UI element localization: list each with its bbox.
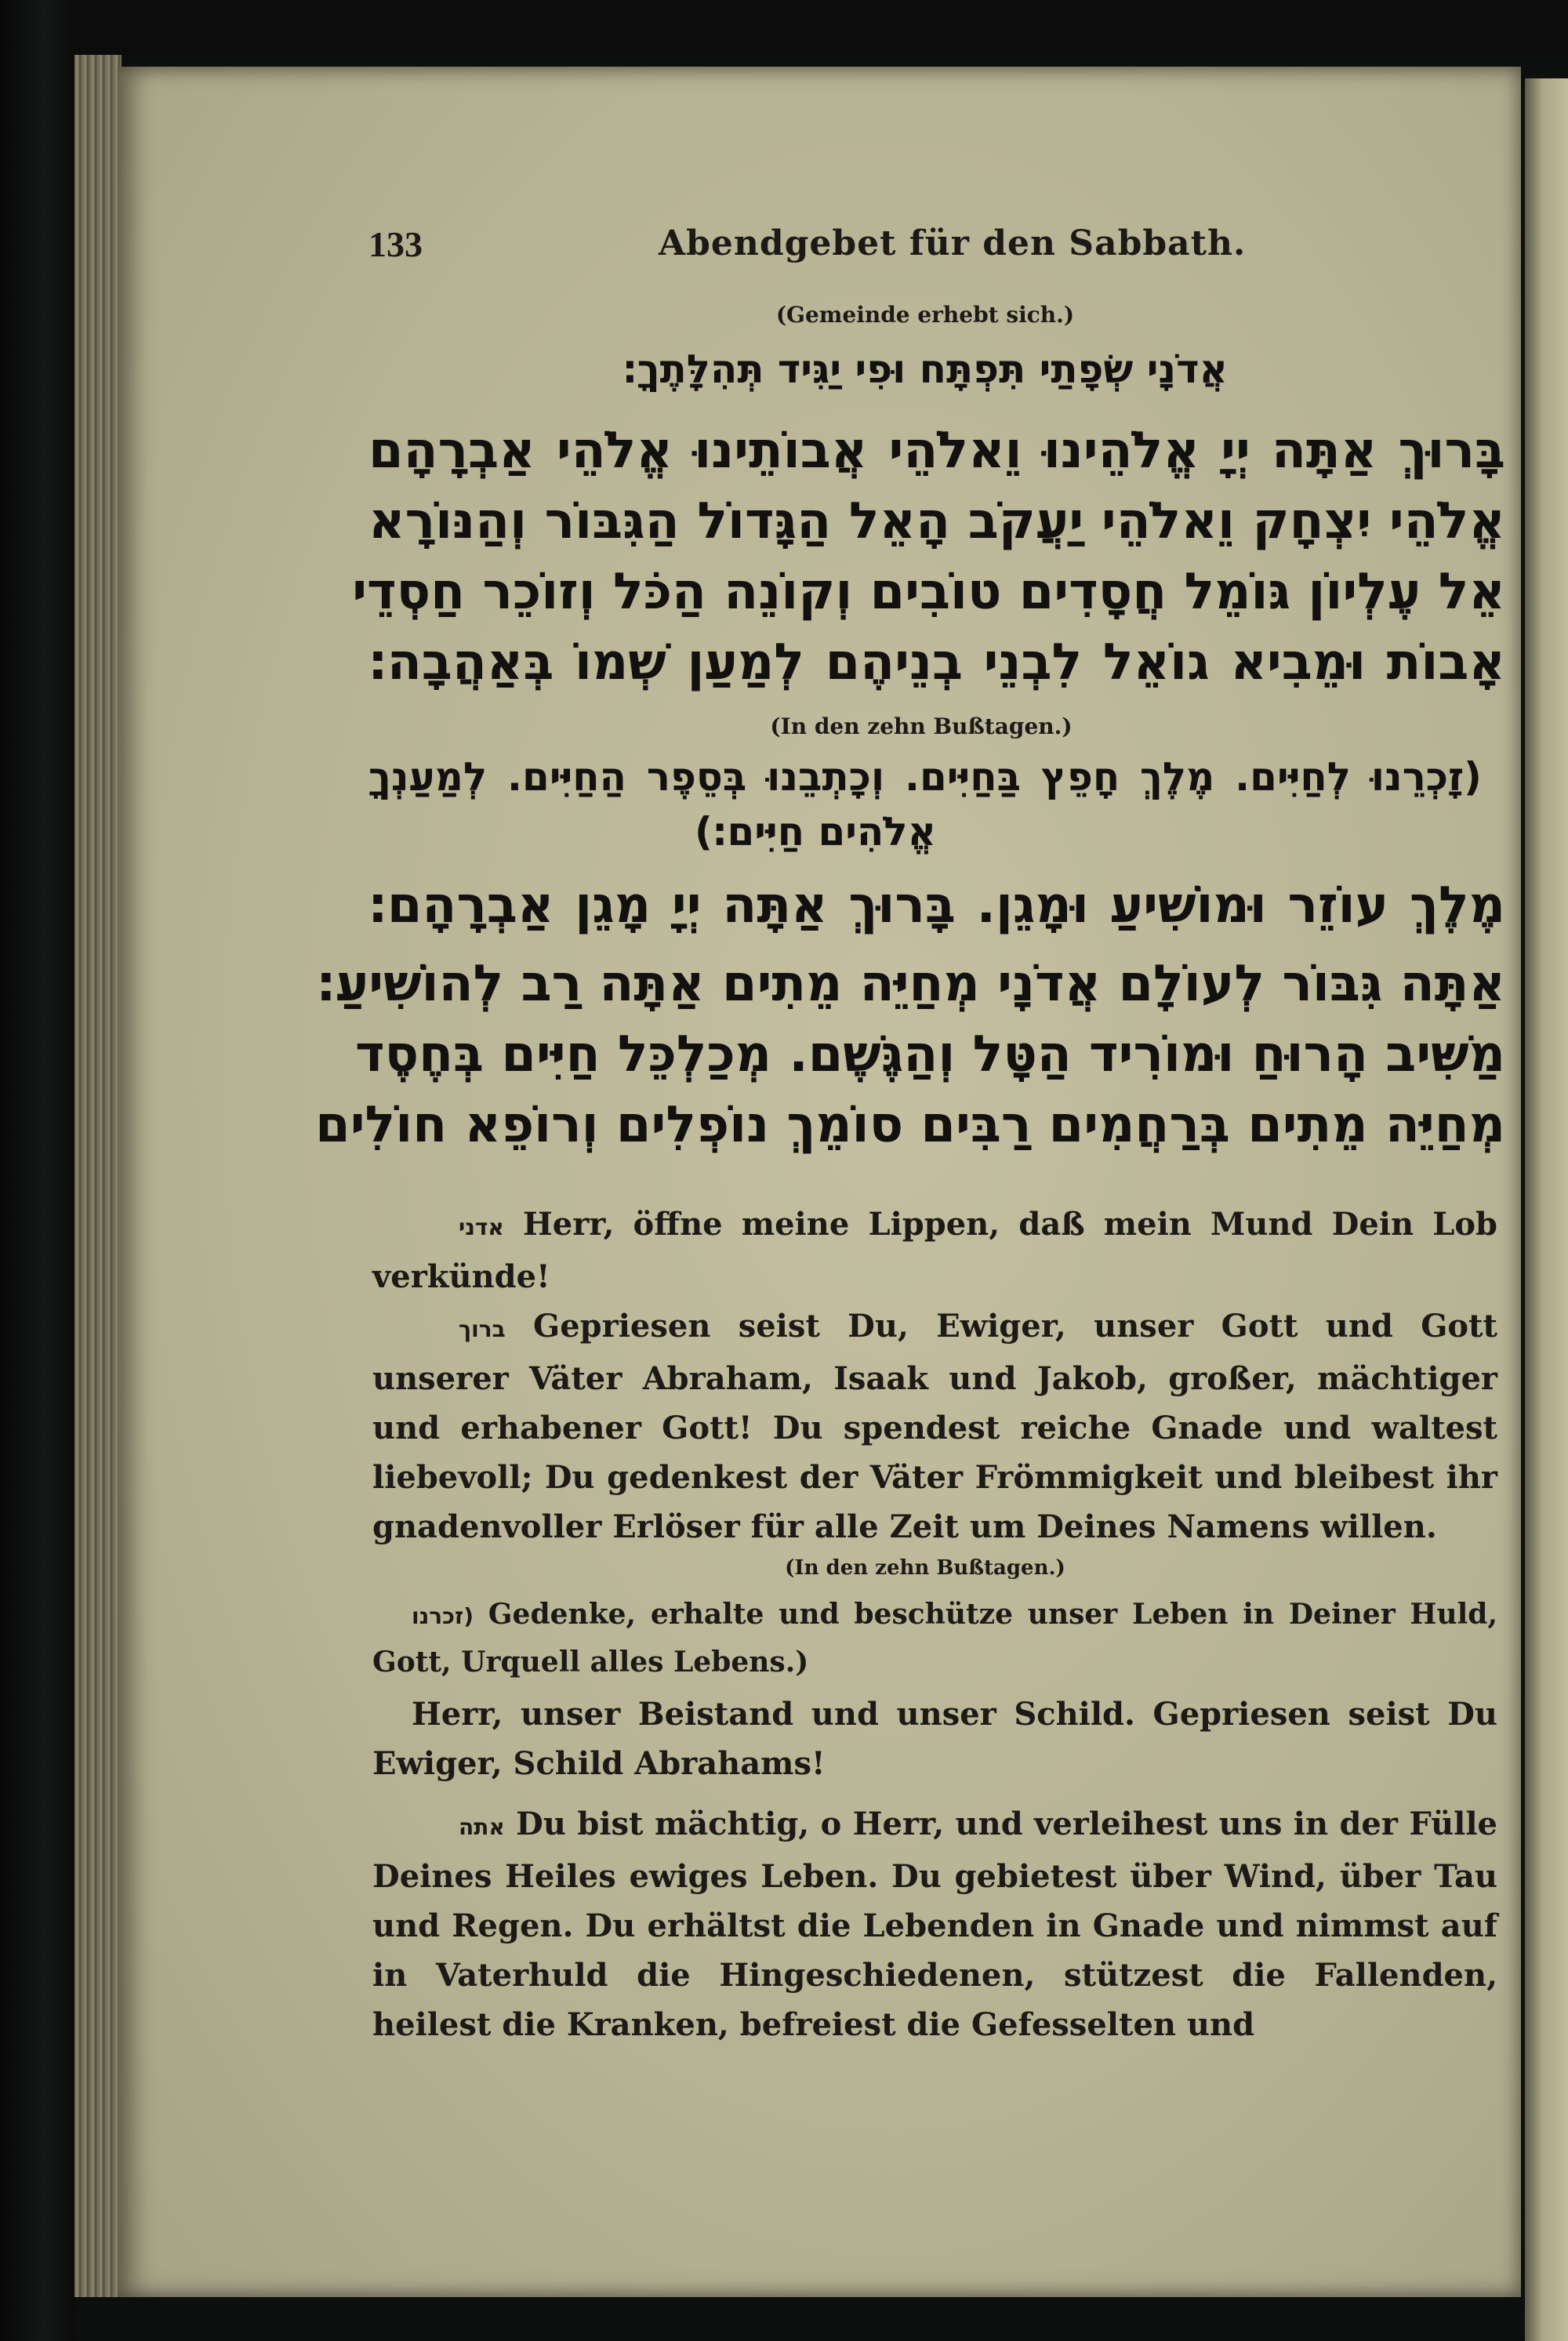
hebrew-line: אַתָּה גִּבּוֹר לְעוֹלָם אֲדֹנָי מְחַיֵּה מֵתִים אַתָּה רַב לְהוֹשִׁיעַ׃ — [316, 955, 1505, 1013]
running-title: Abendgebet für den Sabbath. — [659, 223, 1247, 263]
german-paragraph-magen: Herr, unser Beistand und unser Schild. Gepriesen seist Du Ewiger, Schild Abrahams! — [372, 1696, 1497, 1782]
german-paragraph-baruch — [372, 1301, 1497, 1552]
hebrew-cue-word: אדני — [459, 1214, 504, 1240]
hebrew-line: אֱלֹהֵי יִצְחָק וֵאלֹהֵי יַעֲקֹב הָאֵל הַגָּדוֹל הַגִּבּוֹר וְהַנּוֹרָא — [368, 492, 1505, 550]
hebrew-line: אֵל עֶלְיוֹן גּוֹמֵל חֲסָדִים טוֹבִים וְקוֹנֵה הַכֹּל וְזוֹכֵר חַסְדֵי — [352, 563, 1505, 621]
book-cover-top — [0, 0, 1568, 55]
hebrew-magen-line: מֶלֶךְ עוֹזֵר וּמוֹשִׁיעַ וּמָגֵן. בָּרוּךְ אַתָּה יְיָ מָגֵן אַבְרָהָם׃ — [368, 877, 1505, 935]
congregation-note: (Gemeinde erhebt sich.) — [775, 302, 1075, 328]
book-page — [118, 67, 1521, 2297]
adjacent-page — [1525, 78, 1568, 2341]
german-paragraph-ata — [372, 1799, 1497, 2049]
german-paragraph-zochrenu — [372, 1592, 1497, 1685]
german-paragraph-adonai — [372, 1200, 1497, 1301]
hebrew-line: אֱלֹהִים חַיִּים׃) — [694, 809, 936, 855]
german-text: Herr, öffne meine Lippen, daß mein Mund Dein Lob verkünde! — [372, 1206, 1497, 1295]
hebrew-line: מַשִּׁיב הָרוּחַ וּמוֹרִיד הַטָּל וְהַגֶּשֶׁם. מְכַלְכֵּל חַיִּים בְּחֶסֶד — [354, 1025, 1505, 1083]
hebrew-line: מְחַיֵּה מֵתִים בְּרַחֲמִים רַבִּים סוֹמֵךְ נוֹפְלִים וְרוֹפֵא חוֹלִים — [315, 1096, 1505, 1154]
hebrew-cue-word: אתה — [459, 1814, 505, 1840]
penitential-note: (In den zehn Bußtagen.) — [770, 713, 1073, 739]
hebrew-line: (זָכְרֵנוּ לְחַיִּים. מֶלֶךְ חָפֵץ בַּחַיִּים. וְכָתְבֵנוּ בְּסֵפֶר הַחַיִּים. לְמַעַנְךָ — [368, 754, 1482, 800]
page-edges — [74, 55, 122, 2297]
hebrew-cue-word: (זכרנו — [412, 1603, 474, 1629]
german-text: Gepriesen seist Du, Ewiger, unser Gott und Gott unserer Väter Abraham, Isaak und Jakob, großer, mächtiger und erhabener Gott! Du spendest reiche Gnade und waltest liebevoll; Du gedenkest der Väter Frömmigkeit und bleibest ihr gnadenvoller Erlöser für alle Zeit um Deines Namens willen. — [372, 1308, 1498, 1545]
book-cover-left — [0, 0, 74, 2341]
hebrew-opening-verse: אֲדֹנָי שְׂפָתַי תִּפְתָּח וּפִי יַגִּיד תְּהִלָּתֶךָ׃ — [622, 347, 1228, 392]
german-text: Du bist mächtig, o Herr, und verleihest uns in der Fülle Deines Heiles ewiges Leben. Du gebietest über Wind, über Tau und Regen. Du erhältst die Lebenden in Gnade und nimmst auf in Vaterhuld die Hingeschiedenen, stützest die Fallenden, heilest die Kranken, befreiest die Gefesselten und — [372, 1806, 1497, 2043]
hebrew-cue-word: ברוך — [459, 1316, 506, 1342]
german-penitential-note: (In den zehn Bußtagen.) — [785, 1556, 1065, 1580]
hebrew-line: אָבוֹת וּמֵבִיא גוֹאֵל לִבְנֵי בְנֵיהֶם לְמַעַן שְׁמוֹ בְּאַהֲבָה׃ — [368, 633, 1505, 691]
german-text: Gedenke, erhalte und beschütze unser Leben in Deiner Huld, Gott, Urquell alles Lebens.) — [372, 1598, 1497, 1679]
hebrew-line: בָּרוּךְ אַתָּה יְיָ אֱלֹהֵינוּ וֵאלֹהֵי אֲבוֹתֵינוּ אֱלֹהֵי אַבְרָהָם — [368, 422, 1505, 480]
page-number: 133 — [368, 224, 423, 264]
page-header — [368, 223, 1466, 286]
